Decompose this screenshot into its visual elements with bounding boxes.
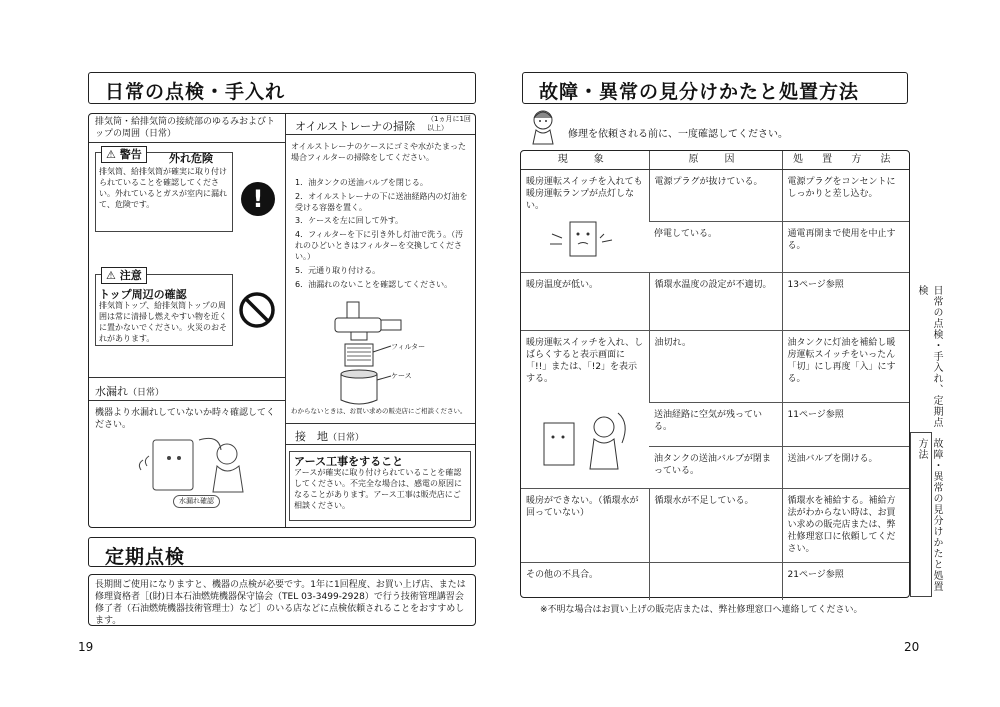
cause-cell: 送油経路に空気が残っている。: [649, 402, 782, 446]
table-row: [521, 169, 909, 222]
strainer-step-3: 3．ケースを左に回して外す。: [295, 216, 404, 225]
table-row: [521, 330, 909, 402]
caution-title: トップ周辺の確認: [99, 288, 187, 301]
page-number-right: 20: [904, 640, 920, 654]
ground-text: アースが確実に取り付けられていることを確認してください。不完全な場合は、感電の原因になることがあります。アース工事は販売店にご相談ください。: [294, 468, 462, 510]
symptom-cell: 暖房温度が低い。: [521, 272, 649, 330]
cause-cell: [649, 562, 782, 600]
strainer-heading: オイルストレーナの掃除: [295, 120, 416, 133]
remedy-cell: 通電再開まで使用を中止する。: [782, 222, 909, 272]
warning-label: ⚠ 警告: [101, 146, 147, 163]
filter-label: フィルター: [391, 343, 426, 351]
right-intro: 修理を依頼される前に、一度確認してください。: [568, 129, 788, 140]
cause-cell: 停電している。: [649, 222, 782, 272]
remedy-cell: 油タンクに灯油を補給し暖房運転スイッチをいったん「切」にし再度「入」にする。: [782, 330, 909, 402]
caution-triangle-icon: ⚠: [106, 269, 116, 282]
right-section-title-box: [522, 72, 908, 104]
trouble-table: [521, 151, 909, 600]
right-page-title: 故障・異常の見分けかたと処置方法: [539, 81, 860, 103]
left-page-title: 日常の点検・手入れ: [105, 81, 286, 103]
symptom-cell: 暖房運転スイッチを入れても暖房運転ランプが点灯しない。: [526, 176, 643, 211]
warning-text: 排気筒、給排気筒が確実に取り付けられていることを確認してください。外れているとガスが室内に漏れて、危険です。: [99, 167, 227, 209]
strainer-step-5: 5．元通り取り付ける。: [295, 266, 381, 275]
strainer-step-6: 6．油漏れのないことを確認してください。: [295, 280, 453, 289]
daily-check-frame: [88, 113, 476, 528]
confused-appliance-illustration: [544, 218, 620, 262]
symptom-cell: その他の不具合。: [526, 569, 599, 580]
periodic-check-frame: [88, 574, 476, 626]
ground-heading: 接 地（日常）: [295, 430, 365, 443]
left-section-title-box: [88, 72, 476, 104]
side-tab-daily-check[interactable]: 日常の点検・手入れ、定期点検: [916, 285, 942, 428]
remedy-cell: 11ページ参照: [782, 402, 909, 446]
symptom-cell: 暖房運転スイッチを入れ、しばらくすると表示画面に「!!」または、「!2」を表示する。: [526, 337, 644, 384]
periodic-check-title-box: [88, 537, 476, 567]
caution-label: ⚠ 注意: [101, 267, 147, 284]
strainer-intro: オイルストレーナのケースにゴミや水がたまった場合フィルターの掃除をしてください。: [291, 142, 466, 162]
cause-cell: 循環水温度の設定が不適切。: [649, 272, 782, 330]
worried-mascot-illustration: [538, 409, 634, 473]
strainer-footnote: わからないときは、お買い求めの販売店にご相談ください。: [291, 407, 467, 415]
table-row: [521, 488, 909, 562]
mandatory-exclamation-icon: !: [241, 182, 275, 216]
table-row: [521, 562, 909, 600]
header-symptom: 現 象: [521, 151, 649, 169]
periodic-check-text: 長期間ご使用になりますと、機器の点検が必要です。1年に1回程度、お買い上げ店、または修理資格者［(財)日本石油燃焼機器保守協会（TEL 03-3499-2928）で行う技術管理講習会修了者（石油燃焼機器技術管理士）など］のいる店などに点検依頼されることをおすすめします。: [95, 580, 466, 626]
ground-subtitle: アース工事をすること: [294, 455, 404, 468]
strainer-note: （1ヵ月に1回以上）: [427, 115, 471, 132]
cause-cell: 循環水が不足している。: [649, 488, 782, 562]
header-remedy: 処 置 方 法: [782, 151, 909, 169]
case-label: ケース: [391, 372, 412, 380]
remedy-cell: 13ページ参照: [782, 272, 909, 330]
prohibited-icon: [237, 290, 277, 330]
table-row: [521, 272, 909, 330]
remedy-cell: 送油バルブを開ける。: [782, 446, 909, 488]
warning-title: 外れ危険: [169, 152, 213, 165]
leak-text: 機器より水漏れしていないか時々確認してください。: [95, 408, 276, 430]
remedy-cell: 循環水を補給する。補給方法がわからない時は、お買い求めの販売店または、弊社修理窓口に依頼してください。: [782, 488, 909, 562]
leak-check-tag: 水漏れ確認: [173, 495, 220, 508]
cause-cell: 油切れ。: [649, 330, 782, 402]
side-tab-troubleshoot[interactable]: 故障・異常の見分けかたと処置方法: [916, 438, 942, 592]
right-footnote: ※不明な場合はお買い上げの販売店または、弊社修理窓口へ連絡してください。: [540, 605, 863, 615]
exhaust-heading: 排気筒・給排気筒の接続部のゆるみおよびトップの周囲（日常）: [95, 117, 276, 139]
periodic-check-title: 定期点検: [105, 546, 186, 568]
remedy-cell: 21ページ参照: [782, 562, 909, 600]
strainer-step-4: 4．フィルターを下に引き外し灯油で洗う。（汚れのひどいときはフィルターを交換してください。）: [295, 230, 464, 261]
leak-heading: 水漏れ（日常）: [95, 385, 165, 398]
cause-cell: 油タンクの送油バルブが閉まっている。: [649, 446, 782, 488]
symptom-cell: 暖房ができない。（循環水が回っていない）: [521, 488, 649, 562]
header-cause: 原 因: [649, 151, 782, 169]
remedy-cell: 電源プラグをコンセントにしっかりと差し込む。: [782, 169, 909, 222]
strainer-step-1: 1．油タンクの送油バルブを閉じる。: [295, 178, 428, 187]
mascot-girl-icon: [528, 108, 558, 146]
caution-text: 排気筒トップ、給排気筒トップの周囲は常に清掃し燃えやすい物を近くに置かないでください。火災のおそれがあります。: [99, 301, 227, 343]
warning-triangle-icon: ⚠: [106, 148, 116, 161]
page-number-left: 19: [78, 640, 94, 654]
water-leak-illustration: [129, 436, 269, 498]
strainer-step-2: 2．オイルストレーナの下に送油経路内の灯油を受ける容器を置く。: [295, 192, 468, 212]
cause-cell: 電源プラグが抜けている。: [649, 169, 782, 222]
